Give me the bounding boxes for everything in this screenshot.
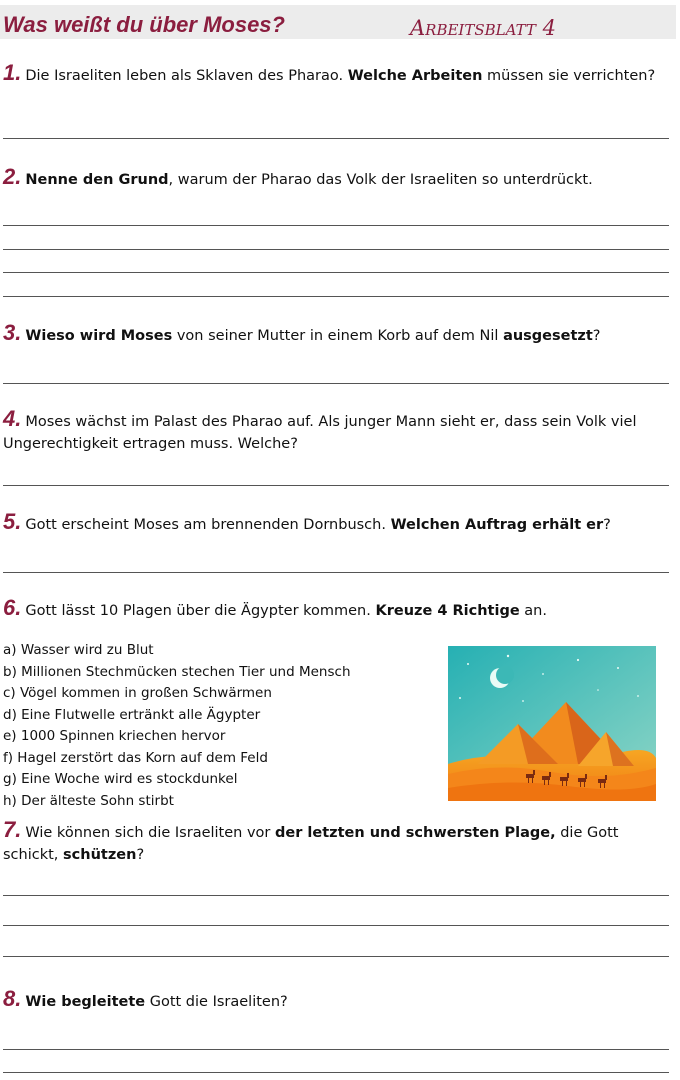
question-3: 3. Wieso wird Moses von seiner Mutter in einem Korb auf dem Nil ausgesetzt? [3, 320, 601, 345]
question-number: 2. [3, 164, 22, 189]
option-item[interactable]: c) Vögel kommen in großen Schwärmen [3, 685, 272, 701]
option-item[interactable]: f) Hagel zerstört das Korn auf dem Feld [3, 749, 268, 766]
answer-line[interactable] [3, 572, 669, 573]
option-item[interactable]: a) Wasser wird zu Blut [3, 642, 154, 658]
answer-line[interactable] [3, 225, 669, 226]
option-item[interactable]: g) Eine Woche wird es stockdunkel [3, 771, 238, 787]
question-number: 7. [3, 817, 22, 842]
option-item[interactable]: e) 1000 Spinnen kriechen hervor [3, 728, 226, 744]
question-7: 7. Wie können sich die Israeliten vor der letzten und schwersten Plage, die Gott schickt, schützen? [3, 817, 619, 863]
option-item[interactable]: h) Der älteste Sohn stirbt [3, 792, 174, 809]
question-number: 3. [3, 320, 22, 345]
answer-line[interactable] [3, 383, 669, 384]
answer-line[interactable] [3, 895, 669, 896]
question-8: 8. Wie begleitete Gott die Israeliten? [3, 986, 288, 1011]
answer-line[interactable] [3, 925, 669, 926]
question-6: 6. Gott lässt 10 Plagen über die Ägypter kommen. Kreuze 4 Richtige an. [3, 595, 547, 620]
pyramids-illustration [448, 646, 656, 801]
pyramids-desert-icon [448, 646, 656, 801]
question-number: 1. [3, 60, 22, 85]
question-number: 4. [3, 406, 22, 431]
plague-options-list [3, 640, 433, 812]
worksheet-number: Arbeitsblatt 4 [410, 16, 556, 40]
question-2: 2. Nenne den Grund, warum der Pharao das Volk der Israeliten so unterdrückt. [3, 164, 593, 189]
header-band [0, 5, 676, 39]
question-1: 1. Die Israeliten leben als Sklaven des Pharao. Welche Arbeiten müssen sie verrichten? [3, 60, 656, 85]
worksheet-title: Was weißt du über Moses? [3, 12, 285, 37]
answer-line[interactable] [3, 485, 669, 486]
option-item[interactable]: b) Millionen Stechmücken stechen Tier und Mensch [3, 663, 351, 680]
question-number: 6. [3, 595, 22, 620]
answer-line[interactable] [3, 1072, 669, 1073]
question-number: 5. [3, 509, 22, 534]
question-5: 5. Gott erscheint Moses am brennenden Dornbusch. Welchen Auftrag erhält er? [3, 509, 611, 534]
option-item[interactable]: d) Eine Flutwelle ertränkt alle Ägypter [3, 706, 261, 723]
answer-line[interactable] [3, 956, 669, 957]
answer-line[interactable] [3, 296, 669, 297]
answer-line[interactable] [3, 272, 669, 273]
answer-line[interactable] [3, 249, 669, 250]
question-4: 4. Moses wächst im Palast des Pharao auf. Als junger Mann sieht er, dass sein Volk viel Ungerechtigkeit ertragen muss. Welche? [3, 406, 637, 452]
question-number: 8. [3, 986, 22, 1011]
answer-line[interactable] [3, 1049, 669, 1050]
answer-line[interactable] [3, 138, 669, 139]
